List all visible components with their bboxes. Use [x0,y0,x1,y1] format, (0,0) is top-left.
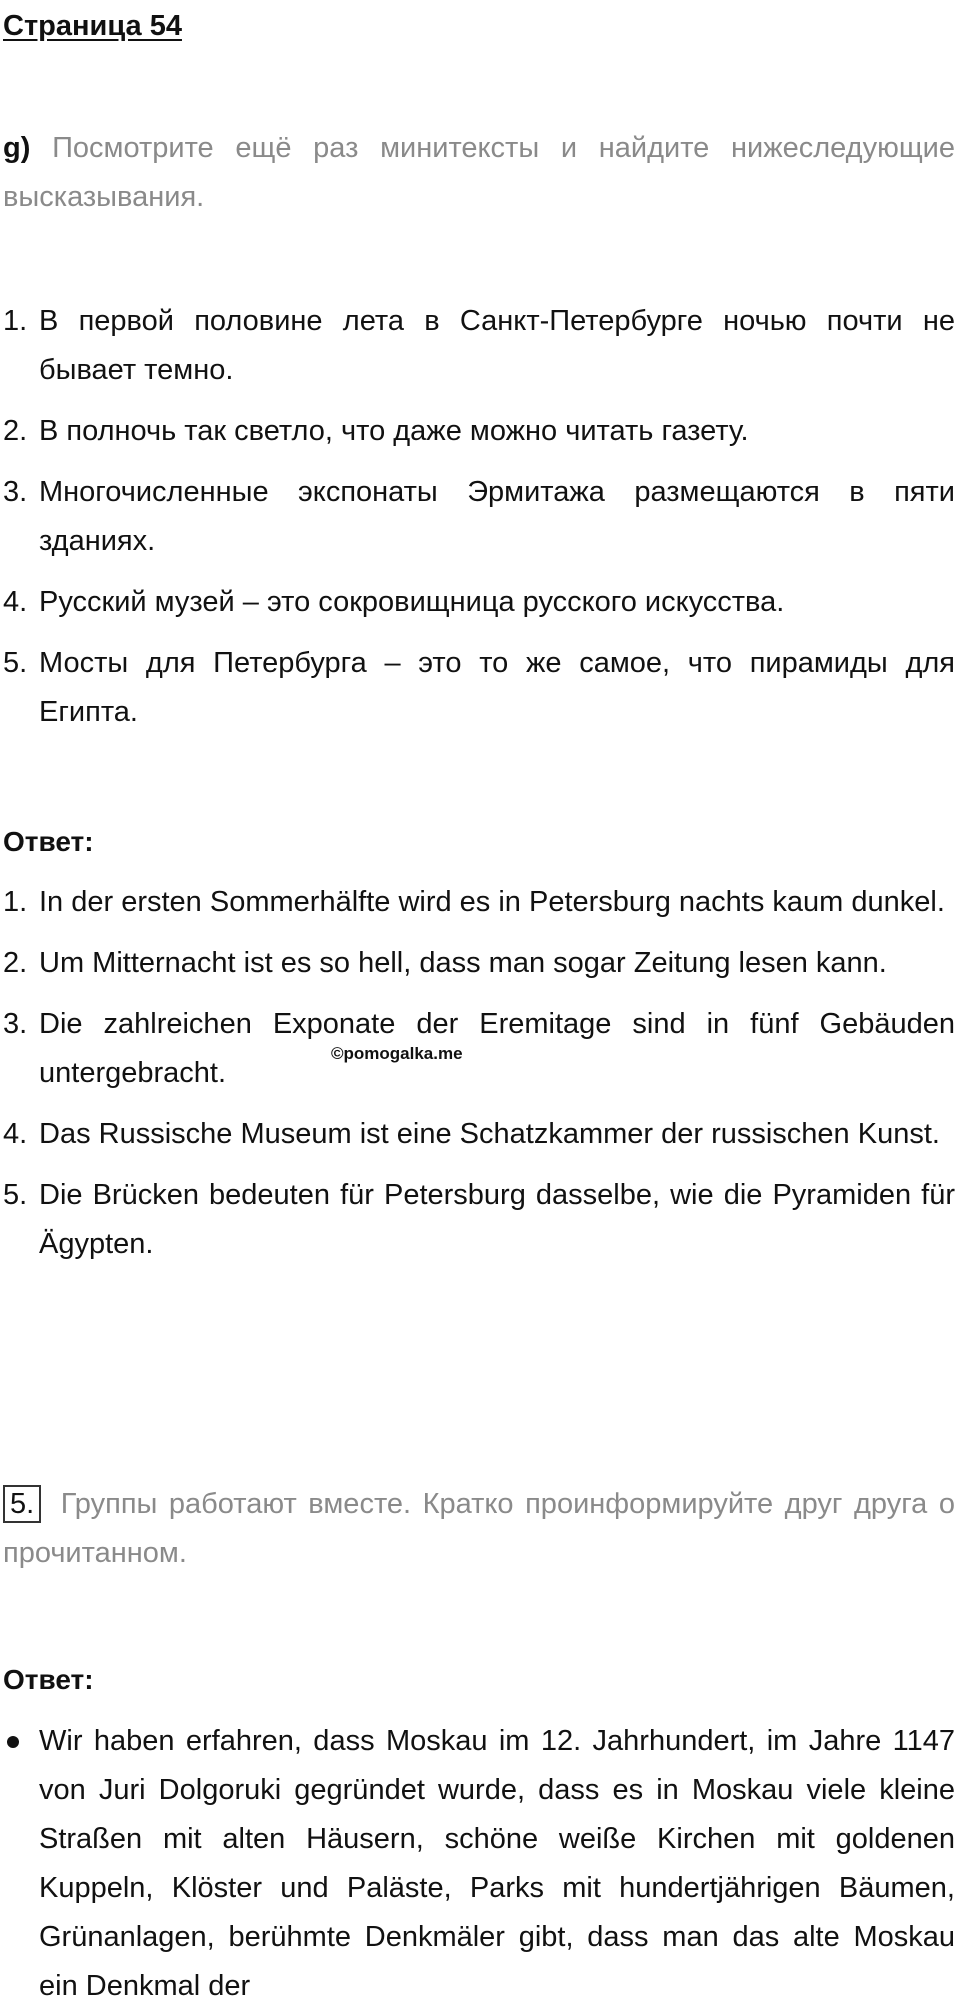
task-g-instruction: Посмотрите ещё раз минитексты и найдите нижеследующие высказывания. [3,132,956,213]
item-text: В первой половине лета в Санкт-Петербурге ночью почти не бывает темно. [39,305,955,386]
german-answers-list [3,878,955,1281]
item-text: Wir haben erfahren, dass Moskau im 12. Jahrhundert, im Jahre 1147 von Juri Dolgoruki gegründet wurde, dass es in Moskau viele kleine Straßen mit alten Häusern, schöne weiße Kirchen mit goldenen Kuppeln, Klöster und Paläste, Parks mit hundertjährigen Bäumen, Grünanlagen, berühmte Denkmäler gibt, dass man das alte Moskau ein Denkmal der [39,1725,955,2002]
item-number: 2. [3,415,28,447]
item-number: 3. [3,1008,28,1040]
page-title: Страница 54 [3,10,182,42]
task-number-box: 5. [3,1485,41,1523]
answer-heading: Ответ: [3,1664,94,1695]
answer-heading: Ответ: [3,826,94,857]
item-number: 5. [3,647,28,679]
item-text: In der ersten Sommerhälfte wird es in Petersburg nachts kaum dunkel. [39,886,945,918]
item-text: Das Russische Museum ist eine Schatzkammer der russischen Kunst. [39,1118,940,1150]
task-5-instruction: Группы работают вместе. Кратко проинформируйте друг друга о прочитанном. [3,1488,955,1569]
list-item [3,1110,955,1159]
task-g-marker: g) [3,132,31,164]
item-number: 3. [3,476,28,508]
item-text: Die Brücken bedeuten für Petersburg dasselbe, wie die Pyramiden für Ägypten. [39,1179,955,1260]
watermark: ©pomogalka.me [331,1044,463,1063]
task-5-paragraph [3,1480,955,1578]
bullet-icon [7,1736,19,1748]
item-text: Um Mitternacht ist es so hell, dass man sogar Zeitung lesen kann. [39,947,887,979]
list-item [3,939,955,988]
item-number: 4. [3,1118,28,1150]
list-item [3,878,955,927]
list-item [3,1717,955,2011]
item-number: 2. [3,947,28,979]
list-item [3,407,955,456]
list-item [3,639,955,737]
russian-statements-list [3,297,955,749]
item-text: В полночь так светло, что даже можно читать газету. [39,415,749,447]
list-item [3,578,955,627]
item-text: Многочисленные экспонаты Эрмитажа размещаются в пяти зданиях. [39,476,955,557]
list-item [3,297,955,395]
bullet-answer-list [3,1717,955,2011]
item-number: 5. [3,1179,28,1211]
item-text: Мосты для Петербурга – это то же самое, что пирамиды для Египта. [39,647,955,728]
item-number: 1. [3,305,28,337]
item-number: 1. [3,886,28,918]
list-item [3,468,955,566]
task-g-paragraph [3,124,955,222]
item-text: Русский музей – это сокровищница русского искусства. [39,586,785,618]
item-text: Die zahlreichen Exponate der Eremitage sind in fünf Gebäuden untergebracht. [39,1008,955,1089]
item-number: 4. [3,586,28,618]
list-item [3,1171,955,1269]
list-item [3,1000,955,1098]
